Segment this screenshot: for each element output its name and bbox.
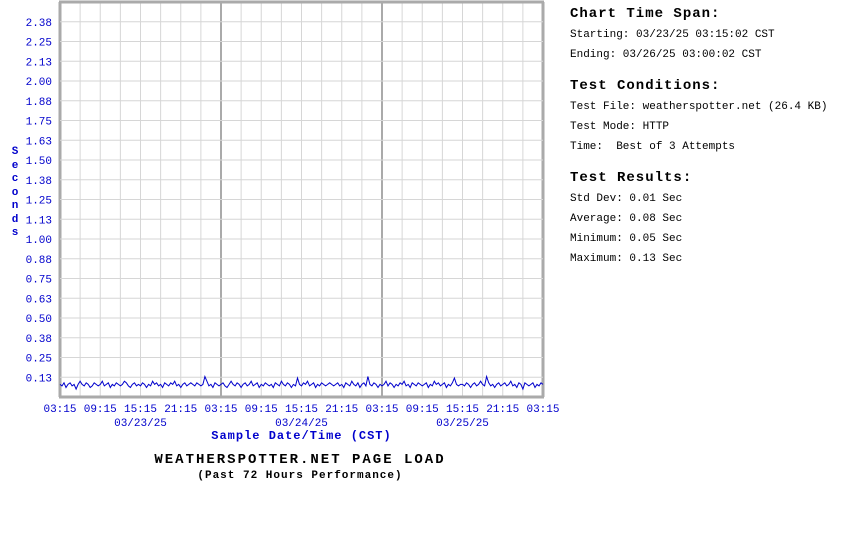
x-tick-label: 09:15 — [244, 404, 278, 416]
date-label: 03/24/25 — [275, 418, 328, 428]
y-tick-label: 1.50 — [25, 156, 52, 168]
y-axis-label — [8, 146, 22, 241]
y-tick-label: 1.38 — [25, 175, 52, 188]
x-tick-label: 21:15 — [486, 404, 520, 416]
x-tick-label: 15:15 — [445, 404, 480, 416]
y-tick-label: 1.13 — [25, 215, 52, 228]
y-axis-label-letter: d — [11, 213, 19, 226]
chart-title: WEATHERSPOTTER.NET PAGE LOAD — [154, 452, 446, 468]
y-tick-label: 0.25 — [25, 353, 52, 366]
y-tick-label: 1.88 — [25, 96, 52, 109]
y-tick-label: 2.00 — [25, 77, 52, 89]
time-span-starting: Starting: 03/23/25 03:15:02 CST — [570, 29, 775, 41]
y-tick-label: 0.63 — [25, 294, 52, 307]
x-tick-label: 09:15 — [83, 404, 117, 416]
y-axis-label-letter: s — [11, 227, 19, 239]
test-results-heading: Test Results: — [570, 170, 693, 186]
y-tick-label: 0.13 — [25, 373, 52, 386]
result-average: Average: 0.08 Sec — [570, 213, 683, 225]
chart-subtitle: (Past 72 Hours Performance) — [197, 470, 403, 482]
x-tick-label: 03:15 — [365, 404, 399, 416]
y-tick-label: 2.13 — [25, 57, 52, 70]
date-label: 03/23/25 — [114, 418, 167, 428]
x-tick-label: 03:15 — [204, 404, 238, 416]
x-tick-label: 09:15 — [405, 404, 439, 416]
x-tick-label: 03:15 — [43, 404, 77, 416]
test-file: Test File: weatherspotter.net (26.4 KB) — [570, 101, 828, 113]
y-tick-label: 1.75 — [25, 116, 52, 129]
y-tick-label: 2.25 — [25, 37, 52, 50]
time-span-heading: Chart Time Span: — [570, 6, 721, 22]
y-tick-label: 0.88 — [25, 254, 52, 267]
x-axis-label: Sample Date/Time (CST) — [211, 429, 392, 443]
x-tick-label: 15:15 — [123, 404, 158, 416]
test-mode: Test Mode: HTTP — [570, 121, 670, 133]
y-tick-label: 0.38 — [25, 333, 52, 346]
y-tick-label: 0.75 — [25, 274, 52, 287]
y-axis-label-letter: S — [11, 146, 19, 158]
time-span-ending: Ending: 03/26/25 03:00:02 CST — [570, 49, 762, 61]
y-tick-label: 2.38 — [25, 17, 52, 30]
test-time: Time: Best of 3 Attempts — [570, 141, 736, 153]
y-tick-label: 0.50 — [25, 314, 52, 326]
x-tick-label: 15:15 — [284, 404, 319, 416]
x-tick-label: 03:15 — [526, 404, 560, 416]
result-minimum: Minimum: 0.05 Sec — [570, 233, 683, 245]
result-maximum: Maximum: 0.13 Sec — [570, 253, 683, 265]
y-axis-label-letter: o — [11, 186, 19, 199]
date-label: 03/25/25 — [436, 418, 489, 428]
y-tick-label: 1.63 — [25, 136, 52, 149]
y-axis-label-letter: c — [11, 173, 19, 185]
y-tick-label: 1.00 — [25, 235, 52, 247]
y-axis-label-letter: e — [11, 159, 19, 172]
x-tick-label: 21:15 — [164, 404, 198, 416]
y-tick-label: 1.25 — [25, 195, 52, 208]
y-axis-label-letter: n — [11, 200, 19, 212]
info-panel — [570, 6, 846, 266]
result-std-dev: Std Dev: 0.01 Sec — [570, 193, 683, 205]
x-tick-label: 21:15 — [325, 404, 359, 416]
test-conditions-heading: Test Conditions: — [570, 78, 721, 94]
